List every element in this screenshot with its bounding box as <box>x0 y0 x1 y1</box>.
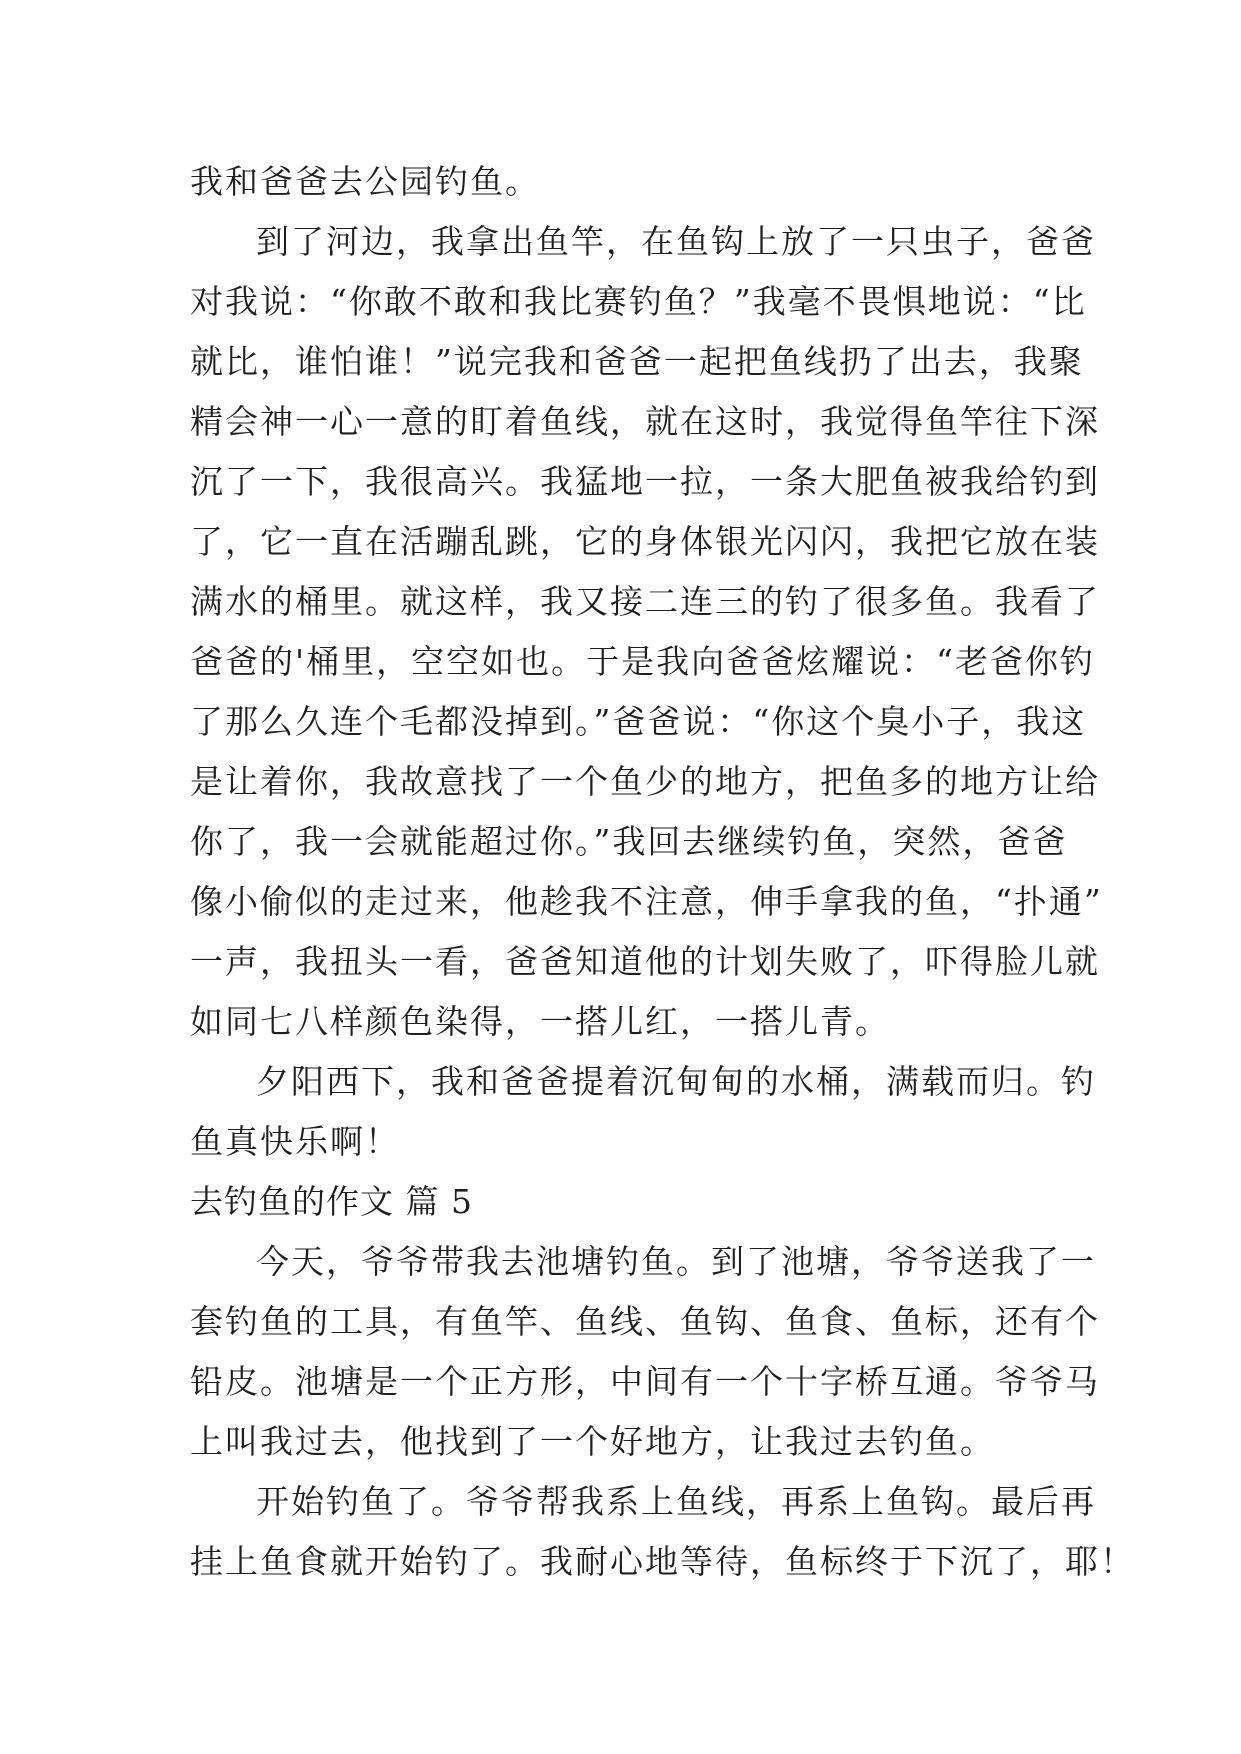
text-line: 我和爸爸去公园钓鱼。 <box>190 162 540 201</box>
text-line: 爸爸的'桶里，空空如也。于是我向爸爸炫耀说：“老爸你钓 <box>190 642 1095 681</box>
text-line: 套钓鱼的工具，有鱼竿、鱼线、鱼钩、鱼食、鱼标，还有个 <box>190 1302 1100 1341</box>
paragraph-start-line: 今天，爷爷带我去池塘钓鱼。到了池塘，爷爷送我了一 <box>256 1242 1096 1281</box>
text-line: 鱼真快乐啊！ <box>190 1122 400 1161</box>
text-line: 精会神一心一意的盯着鱼线，就在这时，我觉得鱼竿往下深 <box>190 402 1100 441</box>
paragraph-start-line: 开始钓鱼了。爷爷帮我系上鱼线，再系上鱼钩。最后再 <box>256 1482 1096 1521</box>
text-line: 沉了一下，我很高兴。我猛地一拉，一条大肥鱼被我给钓到 <box>190 462 1100 501</box>
text-line: 是让着你，我故意找了一个鱼少的地方，把鱼多的地方让给 <box>190 762 1100 801</box>
text-line: 挂上鱼食就开始钓了。我耐心地等待，鱼标终于下沉了，耶！ <box>190 1542 1135 1581</box>
text-line: 了那么久连个毛都没掉到。”爸爸说：“你这个臭小子，我这 <box>190 702 1087 741</box>
essay-body <box>190 152 1135 1592</box>
paragraph-start-line: 到了河边，我拿出鱼竿，在鱼钩上放了一只虫子，爸爸 <box>256 222 1096 261</box>
text-line: 满水的桶里。就这样，我又接二连三的钓了很多鱼。我看了 <box>190 582 1100 621</box>
section-heading: 去钓鱼的作文 篇 5 <box>190 1182 473 1221</box>
text-line: 对我说：“你敢不敢和我比赛钓鱼？”我毫不畏惧地说：“比 <box>190 282 1087 321</box>
text-line: 了，它一直在活蹦乱跳，它的身体银光闪闪，我把它放在装 <box>190 522 1100 561</box>
text-line: 一声，我扭头一看，爸爸知道他的计划失败了，吓得脸儿就 <box>190 942 1100 981</box>
text-line: 如同七八样颜色染得，一搭儿红，一搭儿青。 <box>190 1002 890 1041</box>
text-line: 就比，谁怕谁！”说完我和爸爸一起把鱼线扔了出去，我聚 <box>190 342 1084 381</box>
text-line: 铅皮。池塘是一个正方形，中间有一个十字桥互通。爷爷马 <box>190 1362 1100 1401</box>
text-line: 你了，我一会就能超过你。”我回去继续钓鱼，突然，爸爸 <box>190 822 1068 861</box>
text-line: 上叫我过去，他找到了一个好地方，让我过去钓鱼。 <box>190 1422 995 1461</box>
paragraph-start-line: 夕阳西下，我和爸爸提着沉甸甸的水桶，满载而归。钓 <box>256 1062 1096 1101</box>
text-line: 像小偷似的走过来，他趁我不注意，伸手拿我的鱼，“扑通” <box>190 882 1103 921</box>
